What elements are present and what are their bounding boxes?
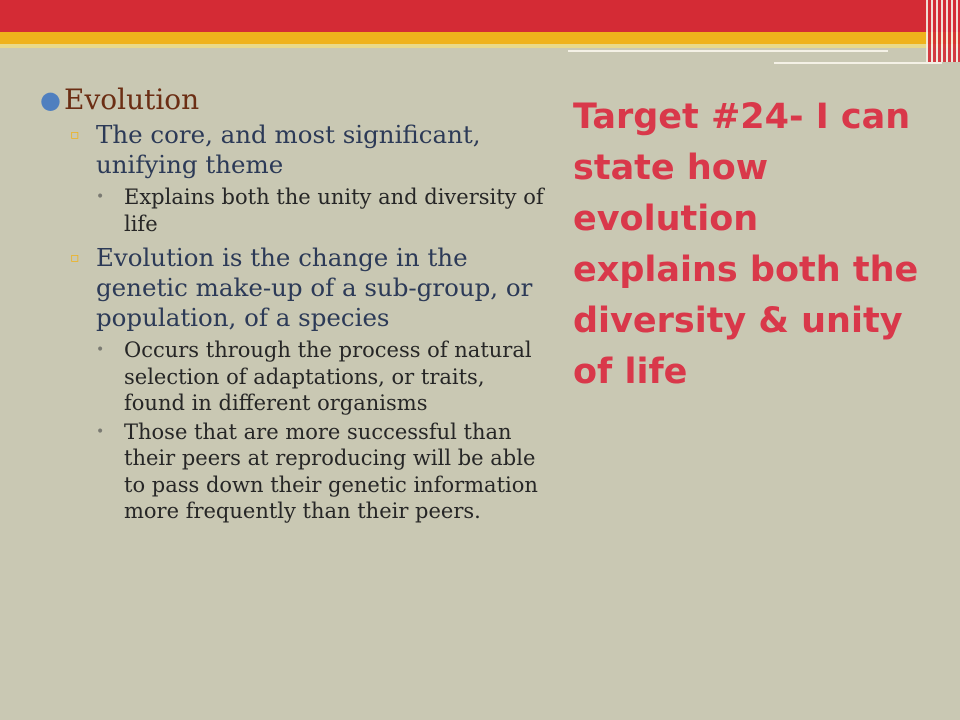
top-pale-band — [0, 44, 960, 48]
point-text: Evolution is the change in the genetic make-up of a sub-group, or population, of a species — [96, 243, 533, 332]
subpoint-text: Occurs through the process of natural selection of adaptations, or traits, found in different organisms — [124, 338, 532, 415]
dot-bullet-icon: • — [96, 342, 105, 358]
heading-evolution: Evolution — [64, 83, 200, 116]
decorative-line — [774, 62, 942, 64]
bullet-level3 — [96, 419, 550, 525]
subpoint-text: Explains both the unity and diversity of life — [124, 185, 544, 236]
bullet-level3 — [96, 184, 550, 237]
point-text: The core, and most significant, unifying theme — [96, 120, 481, 179]
bullet-level3 — [96, 337, 550, 417]
round-bullet-icon: ● — [40, 86, 61, 114]
top-red-band — [0, 0, 960, 32]
dot-bullet-icon: • — [96, 189, 105, 205]
dot-bullet-icon: • — [96, 423, 105, 440]
square-bullet-icon: ▫ — [70, 127, 80, 143]
target-statement: Target #24- I can state how evolution explains both the diversity & unity of life — [573, 97, 919, 392]
bullet-level2 — [70, 243, 550, 333]
subpoint-text: Those that are more successful than their peers at reproducing will be able to pass down their genetic information more frequently than their peers. — [124, 419, 538, 523]
bullet-level1 — [40, 82, 550, 118]
decorative-edge-stripes — [926, 0, 960, 62]
decorative-line — [568, 50, 888, 52]
bullet-content — [40, 82, 550, 525]
top-gold-band — [0, 32, 960, 44]
bullet-level2 — [70, 120, 550, 180]
square-bullet-icon: ▫ — [70, 250, 80, 266]
